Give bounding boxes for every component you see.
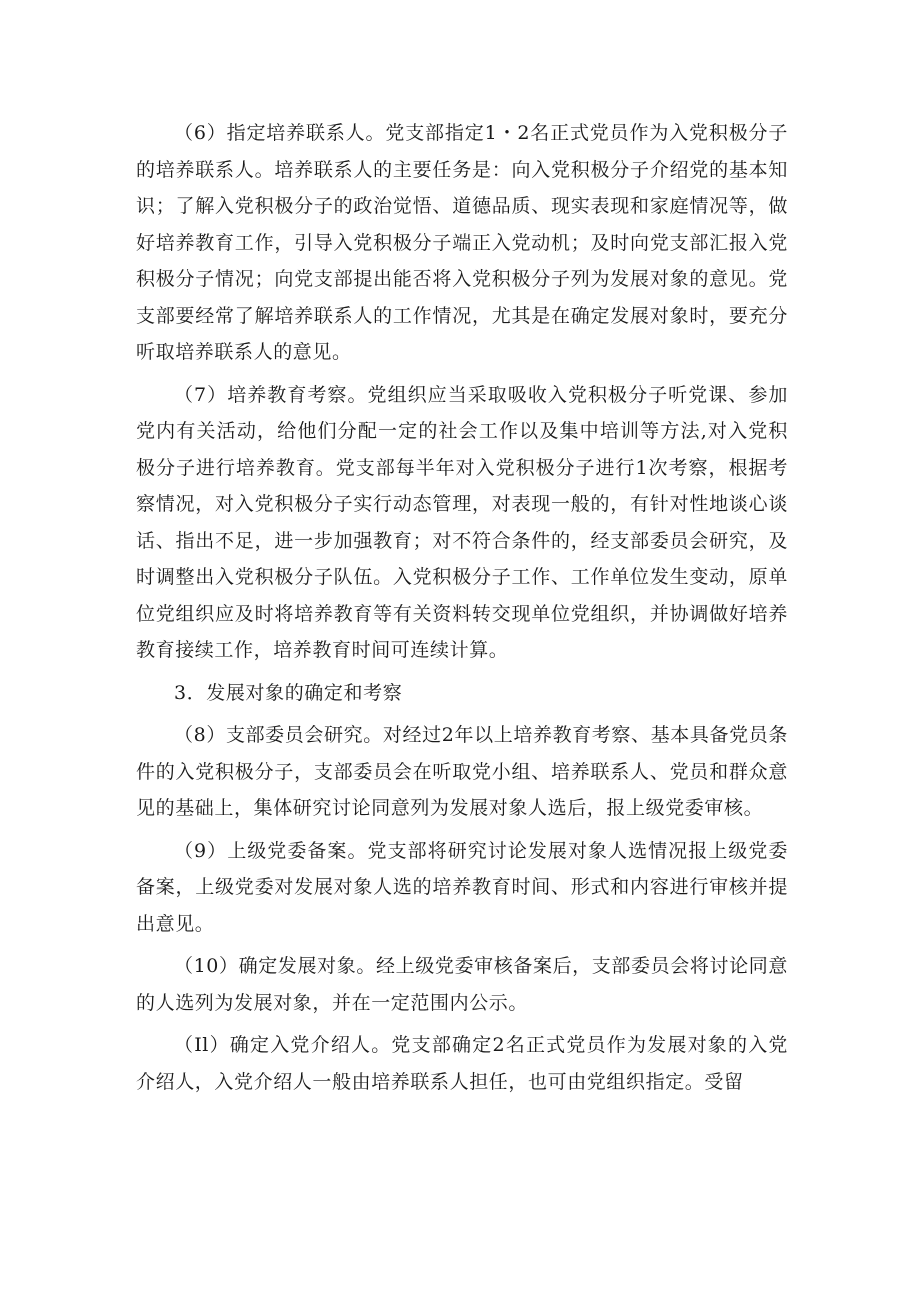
paragraph-6: （6）指定培养联系人。党支部指定1・2名正式党员作为入党积极分子的培养联系人。培养联系人的主要任务是：向入党积极分子介绍党的基本知识；了解入党积极分子的政治觉悟、道德品质、现实表现和家庭情况等，做好培养教育工作，引导入党积极分子端正入党动机；及时向党支部汇报入党积极分子情况；向党支部提出能否将入党积极分子列为发展对象的意见。党支部要经常了解培养联系人的工作情况，尤其是在确定发展对象时，要充分听取培养联系人的意见。 — [136, 122, 788, 363]
paragraph-11: （Il）确定入党介绍人。党支部确定2名正式党员作为发展对象的入党介绍人，入党介绍人一般由培养联系人担任，也可由党组织指定。受留 — [136, 1034, 788, 1093]
section-heading-3: 3．发展对象的确定和考察 — [174, 681, 403, 704]
document-body — [136, 115, 788, 1100]
paragraph-7: （7）培养教育考察。党组织应当采取吸收入党积极分子听党课、参加党内有关活动，给他们分配一定的社会工作以及集中培训等方法,对入党积极分子进行培养教育。党支部每半年对入党积极分子进行1次考察，根据考察情况，对入党积极分子实行动态管理，对表现一般的，有针对性地谈心谈话、指出不足，进一步加强教育；对不符合条件的，经支部委员会研究，及时调整出入党积极分子队伍。入党积极分子工作、工作单位发生变动，原单位党组织应及时将培养教育等有关资料转交现单位党组织，并协调做好培养教育接续工作，培养教育时间可连续计算。 — [136, 383, 788, 661]
paragraph-9: （9）上级党委备案。党支部将研究讨论发展对象人选情况报上级党委备案，上级党委对发展对象人选的培养教育时间、形式和内容进行审核并提出意见。 — [136, 839, 788, 935]
paragraph-8: （8）支部委员会研究。对经过2年以上培养教育考察、基本具备党员条件的入党积极分子，支部委员会在听取党小组、培养联系人、党员和群众意见的基础上，集体研究讨论同意列为发展对象人选后，报上级党委审核。 — [136, 724, 788, 819]
paragraph-10: （10）确定发展对象。经上级党委审核备案后，支部委员会将讨论同意的人选列为发展对象，并在一定范围内公示。 — [136, 955, 788, 1014]
